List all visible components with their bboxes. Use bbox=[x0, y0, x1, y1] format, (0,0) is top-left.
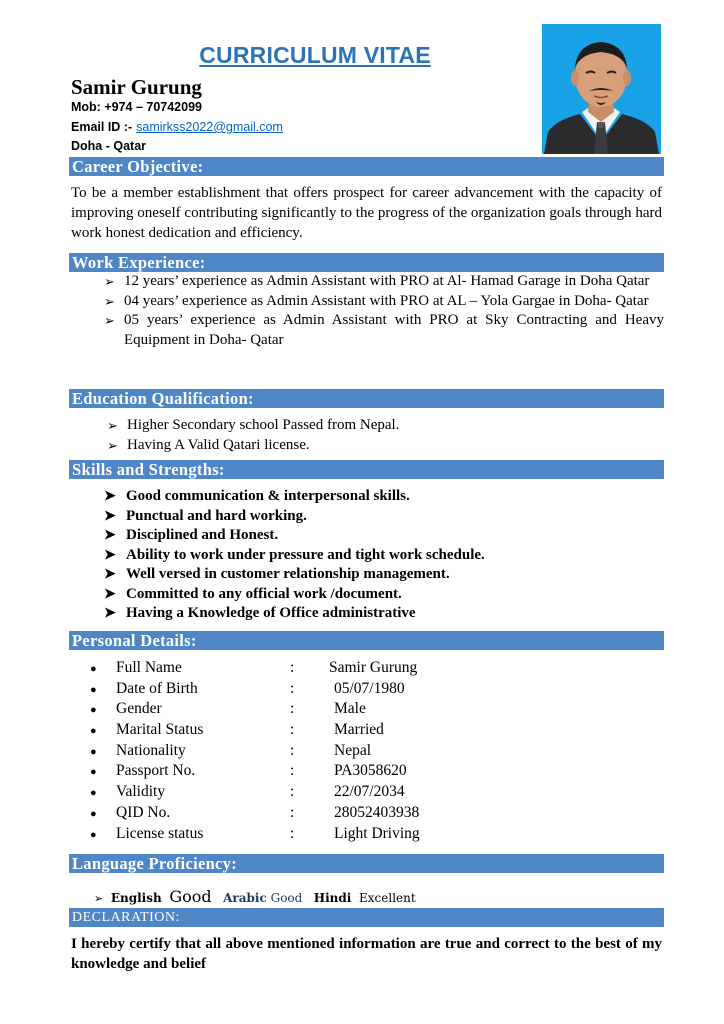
list-item: ➤ Disciplined and Honest. bbox=[104, 526, 644, 546]
arrow-bullet-icon: ➢ bbox=[104, 274, 115, 289]
list-item: ➤ Ability to work under pressure and tight work schedule. bbox=[104, 546, 644, 566]
language-hindi: Hindi bbox=[313, 891, 352, 905]
detail-row bbox=[90, 659, 490, 680]
candidate-name: Samir Gurung bbox=[71, 75, 202, 99]
declaration-heading: DECLARATION: bbox=[69, 908, 664, 927]
detail-separator: : bbox=[290, 721, 295, 739]
dot-bullet-icon: ● bbox=[90, 828, 97, 841]
detail-separator: : bbox=[290, 741, 295, 759]
detail-label: Date of Birth bbox=[116, 679, 198, 697]
arrow-bullet-icon: ➤ bbox=[104, 567, 116, 582]
detail-separator: : bbox=[290, 803, 295, 821]
arrow-bullet-icon: ➢ bbox=[104, 293, 115, 309]
detail-value: Samir Gurung bbox=[329, 659, 418, 676]
detail-row bbox=[90, 721, 490, 742]
dot-bullet-icon: ● bbox=[90, 787, 97, 800]
arrow-bullet-icon: ➢ bbox=[107, 418, 118, 433]
education-list bbox=[107, 416, 607, 455]
work-experience-list bbox=[104, 272, 664, 350]
detail-label: QID No. bbox=[116, 803, 171, 821]
detail-separator: : bbox=[290, 783, 295, 801]
arrow-bullet-icon: ➤ bbox=[104, 547, 116, 563]
work-experience-heading: Work Experience: bbox=[69, 253, 664, 272]
dot-bullet-icon: ● bbox=[90, 807, 97, 820]
arrow-bullet-icon: ➢ bbox=[107, 437, 118, 453]
list-item: ➢ 04 years’ experience as Admin Assistant with PRO at AL – Yola Gargae in Doha- Qatar bbox=[104, 292, 664, 312]
list-item: ➤ Good communication & interpersonal skills. bbox=[104, 487, 644, 507]
language-line bbox=[94, 887, 416, 906]
mobile-number: Mob: +974 – 70742099 bbox=[71, 100, 202, 114]
dot-bullet-icon: ● bbox=[90, 745, 97, 758]
list-item: ➤ Punctual and hard working. bbox=[104, 507, 644, 527]
language-english: English bbox=[110, 891, 162, 905]
email-line bbox=[71, 120, 283, 134]
email-label: Email ID :- bbox=[71, 120, 133, 134]
detail-label: Full Name bbox=[116, 659, 182, 676]
list-item: ➢ 05 years’ experience as Admin Assistant with PRO at Sky Contracting and Heavy Equipment in Doha- Qatar bbox=[104, 312, 664, 348]
skills-heading: Skills and Strengths: bbox=[69, 460, 664, 479]
detail-row bbox=[90, 825, 490, 846]
detail-separator: : bbox=[290, 679, 295, 697]
detail-value: Male bbox=[334, 700, 366, 718]
detail-value: PA3058620 bbox=[334, 762, 407, 780]
detail-value: 22/07/2034 bbox=[334, 783, 405, 801]
email-link[interactable]: samirkss2022@gmail.com bbox=[136, 120, 283, 134]
personal-details-table bbox=[90, 659, 490, 845]
dot-bullet-icon: ● bbox=[90, 663, 97, 675]
language-arabic-level: Good bbox=[270, 891, 303, 905]
career-objective-heading: Career Objective: bbox=[69, 157, 664, 176]
profile-photo bbox=[542, 24, 661, 154]
detail-row bbox=[90, 700, 490, 721]
detail-label: Nationality bbox=[116, 741, 186, 759]
language-english-level: Good bbox=[169, 887, 212, 906]
document-title: CURRICULUM VITAE bbox=[199, 42, 431, 68]
detail-value: Nepal bbox=[334, 741, 372, 759]
detail-separator: : bbox=[290, 700, 295, 718]
detail-row bbox=[90, 742, 490, 763]
arrow-bullet-icon: ➢ bbox=[104, 313, 115, 328]
detail-value: 28052403938 bbox=[334, 803, 420, 821]
list-item: ➤ Well versed in customer relationship management. bbox=[104, 565, 644, 585]
detail-value: Light Driving bbox=[334, 824, 420, 842]
detail-label: Passport No. bbox=[116, 762, 196, 780]
detail-row bbox=[90, 680, 490, 701]
detail-row bbox=[90, 762, 490, 783]
dot-bullet-icon: ● bbox=[90, 704, 97, 717]
arrow-bullet-icon: ➤ bbox=[104, 586, 116, 602]
dot-bullet-icon: ● bbox=[90, 766, 97, 779]
language-arabic: Arabic bbox=[223, 891, 267, 905]
arrow-bullet-icon: ➢ bbox=[94, 892, 104, 905]
detail-row bbox=[90, 783, 490, 804]
list-item: ➢ Having A Valid Qatari license. bbox=[107, 436, 607, 456]
location: Doha - Qatar bbox=[71, 139, 147, 153]
language-hindi-level: Excellent bbox=[359, 891, 416, 905]
detail-value: Married bbox=[334, 721, 384, 739]
detail-row bbox=[90, 804, 490, 825]
detail-separator: : bbox=[290, 659, 295, 676]
arrow-bullet-icon: ➤ bbox=[104, 489, 116, 504]
list-item: ➢ 12 years’ experience as Admin Assistant with PRO at Al- Hamad Garage in Doha Qatar bbox=[104, 272, 664, 292]
education-heading: Education Qualification: bbox=[69, 389, 664, 408]
skills-list bbox=[104, 487, 644, 624]
detail-label: License status bbox=[116, 824, 204, 842]
detail-separator: : bbox=[290, 762, 295, 780]
declaration-text: I hereby certify that all above mentioned information are true and correct to the best of my knowledge and belief bbox=[71, 936, 662, 972]
arrow-bullet-icon: ➤ bbox=[104, 528, 116, 543]
career-objective-text: To be a member establishment that offers prospect for career advancement with the capacity of improving oneself contributing significantly to the progress of the organization goals through hard work honest dedication and efficiency. bbox=[71, 185, 662, 241]
detail-value: 05/07/1980 bbox=[334, 679, 405, 697]
dot-bullet-icon: ● bbox=[90, 683, 97, 696]
language-heading: Language Proficiency: bbox=[69, 854, 664, 873]
list-item: ➤ Having a Knowledge of Office administrative bbox=[104, 604, 644, 624]
list-item: ➢ Higher Secondary school Passed from Nepal. bbox=[107, 416, 607, 436]
dot-bullet-icon: ● bbox=[90, 725, 97, 738]
arrow-bullet-icon: ➤ bbox=[104, 606, 116, 621]
list-item: ➤ Committed to any official work /document. bbox=[104, 585, 644, 605]
detail-separator: : bbox=[290, 824, 295, 842]
detail-label: Marital Status bbox=[116, 721, 204, 739]
detail-label: Gender bbox=[116, 700, 162, 718]
arrow-bullet-icon: ➤ bbox=[104, 508, 116, 524]
detail-label: Validity bbox=[116, 783, 166, 801]
personal-details-heading: Personal Details: bbox=[69, 631, 664, 650]
